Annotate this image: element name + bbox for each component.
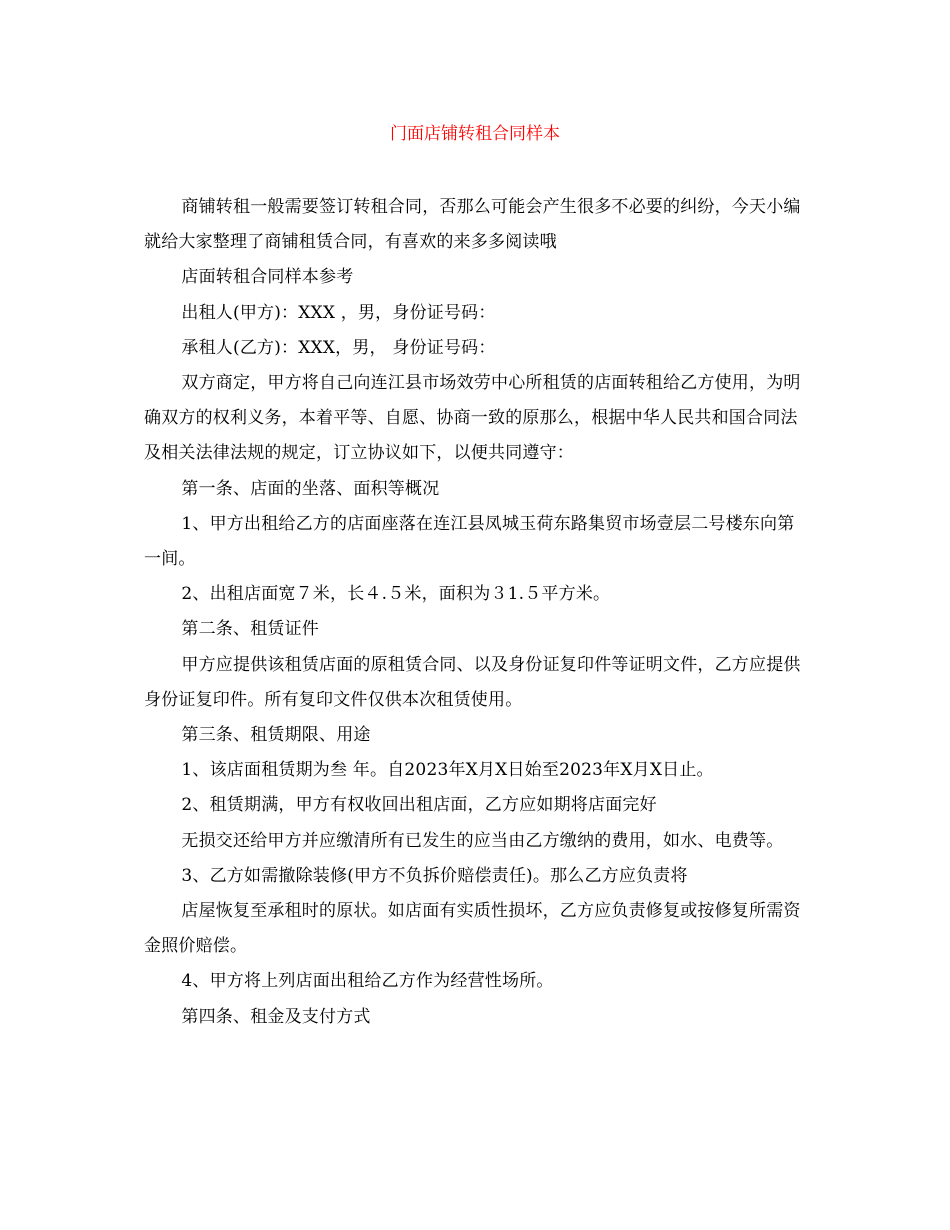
paragraph-agreement: 双方商定，甲方将自己向连江县市场效劳中心所租赁的店面转租给乙方使用，为明确双方的权利义务，本着平等、自愿、协商一致的原那么，根据中华人民共和国合同法及相关法律法规的规定，订立协议如下，以便共同遵守： <box>144 373 801 464</box>
article-4-heading: 第四条、租金及支付方式 <box>181 1006 371 1027</box>
article-3-item-4: 4、甲方将上列店面出租给乙方作为经营性场所。 <box>181 971 554 992</box>
article-3-item-2: 2、租赁期满，甲方有权收回出租店面，乙方应如期将店面完好 <box>181 795 657 816</box>
article-3-item-1: 1、该店面租赁期为叁 年。自2023年X月X日始至2023年X月X日止。 <box>181 760 714 781</box>
article-3-item-2-continued: 无损交还给甲方并应缴清所有已发生的应当由乙方缴纳的费用，如水、电费等。 <box>181 830 784 851</box>
article-2-heading: 第二条、租赁证件 <box>181 619 319 640</box>
paragraph-lessor: 出租人(甲方)：XXX ，男，身份证号码： <box>181 302 496 323</box>
document-body <box>144 190 809 1035</box>
paragraph-intro: 商铺转租一般需要签订转租合同，否那么可能会产生很多不必要的纠纷，今天小编就给大家整理了商铺租赁合同，有喜欢的来多多阅读哦 <box>144 197 801 253</box>
article-3-heading: 第三条、租赁期限、用途 <box>181 725 371 746</box>
document-title: 门面店铺转租合同样本 <box>390 124 560 144</box>
article-1-item-2: 2、出租店面宽７米，长４.５米，面积为３1.５平方米。 <box>181 584 611 605</box>
paragraph-heading-reference: 店面转租合同样本参考 <box>181 267 354 288</box>
article-3-item-3-continued: 店屋恢复至承租时的原状。如店面有实质性损坏，乙方应负责修复或按修复所需资金照价赔偿。 <box>144 901 801 957</box>
article-2-body: 甲方应提供该租赁店面的原租赁合同、以及身份证复印件等证明文件，乙方应提供身份证复印件。所有复印文件仅供本次租赁使用。 <box>144 654 801 710</box>
article-3-item-3: 3、乙方如需撤除装修(甲方不负拆价赔偿责任)。那么乙方应负责将 <box>181 865 688 886</box>
article-1-item-1: 1、甲方出租给乙方的店面座落在连江县凤城玉荷东路集贸市场壹层二号楼东向第一间。 <box>144 513 795 570</box>
paragraph-lessee: 承租人(乙方)：XXX，男， 身份证号码： <box>181 337 496 358</box>
article-1-heading: 第一条、店面的坐落、面积等概况 <box>181 478 440 499</box>
